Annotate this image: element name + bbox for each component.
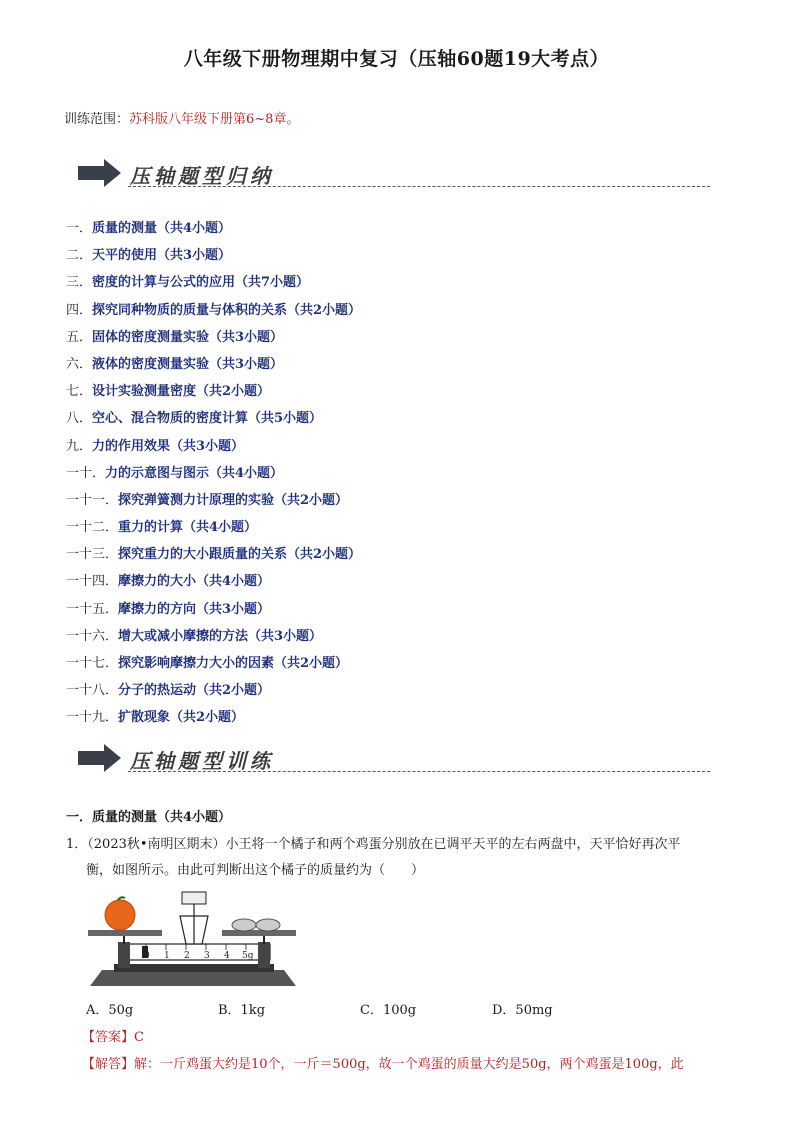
question-topic-heading: 一．质量的测量（共4小题）	[66, 810, 232, 825]
topic-item	[66, 355, 361, 382]
section-divider	[128, 771, 710, 772]
topic-number: 一十九．	[66, 710, 119, 726]
topic-item	[66, 437, 361, 464]
topic-text: 质量的测量（共4小题）	[92, 221, 232, 236]
section-title-summary: 压轴题型归纳	[130, 164, 274, 188]
topic-number: 一．	[66, 221, 93, 236]
topic-item	[66, 600, 361, 627]
topic-item	[66, 518, 361, 545]
topic-text: 摩擦力的大小（共4小题）	[118, 574, 271, 590]
topic-text: 重力的计算（共4小题）	[118, 520, 258, 536]
topic-number: 九．	[66, 438, 93, 454]
topic-text: 设计实验测量密度（共2小题）	[92, 384, 271, 400]
topic-text: 探究弹簧测力计原理的实验（共2小题）	[118, 492, 349, 508]
section-header-training	[78, 741, 710, 777]
scale-tick-label: 3	[204, 951, 210, 961]
topic-item	[66, 681, 361, 708]
solution-line: 【解答】解：一斤鸡蛋大约是10个，一斤＝500g，故一个鸡蛋的质量大约是50g，两个鸡蛋是100g，此	[82, 1057, 684, 1072]
topic-item	[66, 491, 361, 518]
topic-item	[66, 219, 361, 246]
topic-number: 三．	[66, 275, 93, 291]
topic-number: 一十四．	[66, 574, 119, 590]
topic-text: 分子的热运动（共2小题）	[118, 683, 271, 699]
topic-number: 六．	[66, 356, 93, 372]
topic-item	[66, 328, 361, 355]
topic-item	[66, 273, 361, 300]
topic-number: 八．	[66, 411, 93, 427]
topic-text: 扩散现象（共2小题）	[118, 710, 245, 726]
page-title: 八年级下册物理期中复习（压轴60题19大考点）	[183, 48, 610, 70]
section-title-training: 压轴题型训练	[130, 749, 274, 773]
topic-text: 探究重力的大小跟质量的关系（共2小题）	[118, 547, 362, 563]
arrow-right-icon	[78, 743, 122, 773]
topic-list	[66, 219, 361, 736]
topic-item	[66, 301, 361, 328]
scale-tick-label: 5g	[242, 951, 254, 961]
topic-item	[66, 409, 361, 436]
topic-text: 液体的密度测量实验（共3小题）	[92, 356, 284, 372]
section-header-summary	[78, 156, 710, 192]
topic-text: 增大或减小摩擦的方法（共3小题）	[118, 628, 323, 644]
topic-text: 天平的使用（共3小题）	[92, 248, 232, 264]
arrow-right-icon	[78, 158, 122, 188]
topic-item	[66, 246, 361, 273]
topic-number: 一十一．	[66, 492, 119, 508]
question-line-1: 1．（2023秋•南明区期末）小王将一个橘子和两个鸡蛋分别放在已调平天平的左右两盘中，天平恰好再次平	[66, 837, 681, 852]
section-divider	[128, 186, 710, 187]
balance-scale-figure	[84, 888, 304, 988]
topic-number: 七．	[66, 384, 93, 400]
training-scope	[64, 108, 299, 127]
option-a: A．50g	[86, 1003, 134, 1018]
scale-tick-label: 4	[224, 951, 230, 961]
scale-tick-label: 1	[164, 951, 170, 961]
topic-number: 一十二．	[66, 520, 119, 536]
topic-text: 力的示意图与图示（共4小题）	[105, 465, 284, 481]
topic-item	[66, 627, 361, 654]
topic-text: 空心、混合物质的密度计算（共5小题）	[92, 411, 323, 427]
topic-number: 一十三．	[66, 547, 119, 563]
topic-number: 一十八．	[66, 683, 119, 699]
topic-text: 力的作用效果（共3小题）	[92, 438, 245, 454]
topic-item	[66, 572, 361, 599]
question-1	[66, 832, 730, 884]
topic-item	[66, 708, 361, 735]
topic-text: 密度的计算与公式的应用（共7小题）	[92, 275, 310, 291]
topic-item	[66, 382, 361, 409]
scale-tick-label: 2	[184, 951, 190, 961]
scale-tick-label: 0	[144, 951, 150, 961]
topic-text: 探究影响摩擦力大小的因素（共2小题）	[118, 656, 349, 671]
answer-line: 【答案】C	[82, 1030, 144, 1045]
scope-label: 训练范围：	[64, 112, 130, 127]
option-d: D．50mg	[492, 1003, 553, 1018]
scope-text: 苏科版八年级下册第6~8章。	[129, 112, 300, 127]
topic-number: 四．	[66, 302, 93, 318]
topic-item	[66, 545, 361, 572]
question-line-2: 衡，如图所示。由此可判断出这个橘子的质量约为（ ）	[86, 863, 425, 878]
option-c: C．100g	[360, 1003, 417, 1018]
topic-text: 摩擦力的方向（共3小题）	[118, 601, 271, 617]
topic-text: 固体的密度测量实验（共3小题）	[92, 329, 284, 345]
option-b: B．1kg	[218, 1003, 266, 1018]
topic-number: 一十五．	[66, 601, 119, 617]
topic-text: 探究同种物质的质量与体积的关系（共2小题）	[92, 302, 362, 318]
topic-number: 五．	[66, 329, 93, 345]
topic-number: 一十．	[66, 465, 106, 481]
topic-item	[66, 654, 361, 681]
topic-number: 二．	[66, 248, 93, 264]
topic-number: 一十六．	[66, 628, 119, 644]
topic-number: 一十七．	[66, 656, 119, 671]
topic-item	[66, 464, 361, 491]
